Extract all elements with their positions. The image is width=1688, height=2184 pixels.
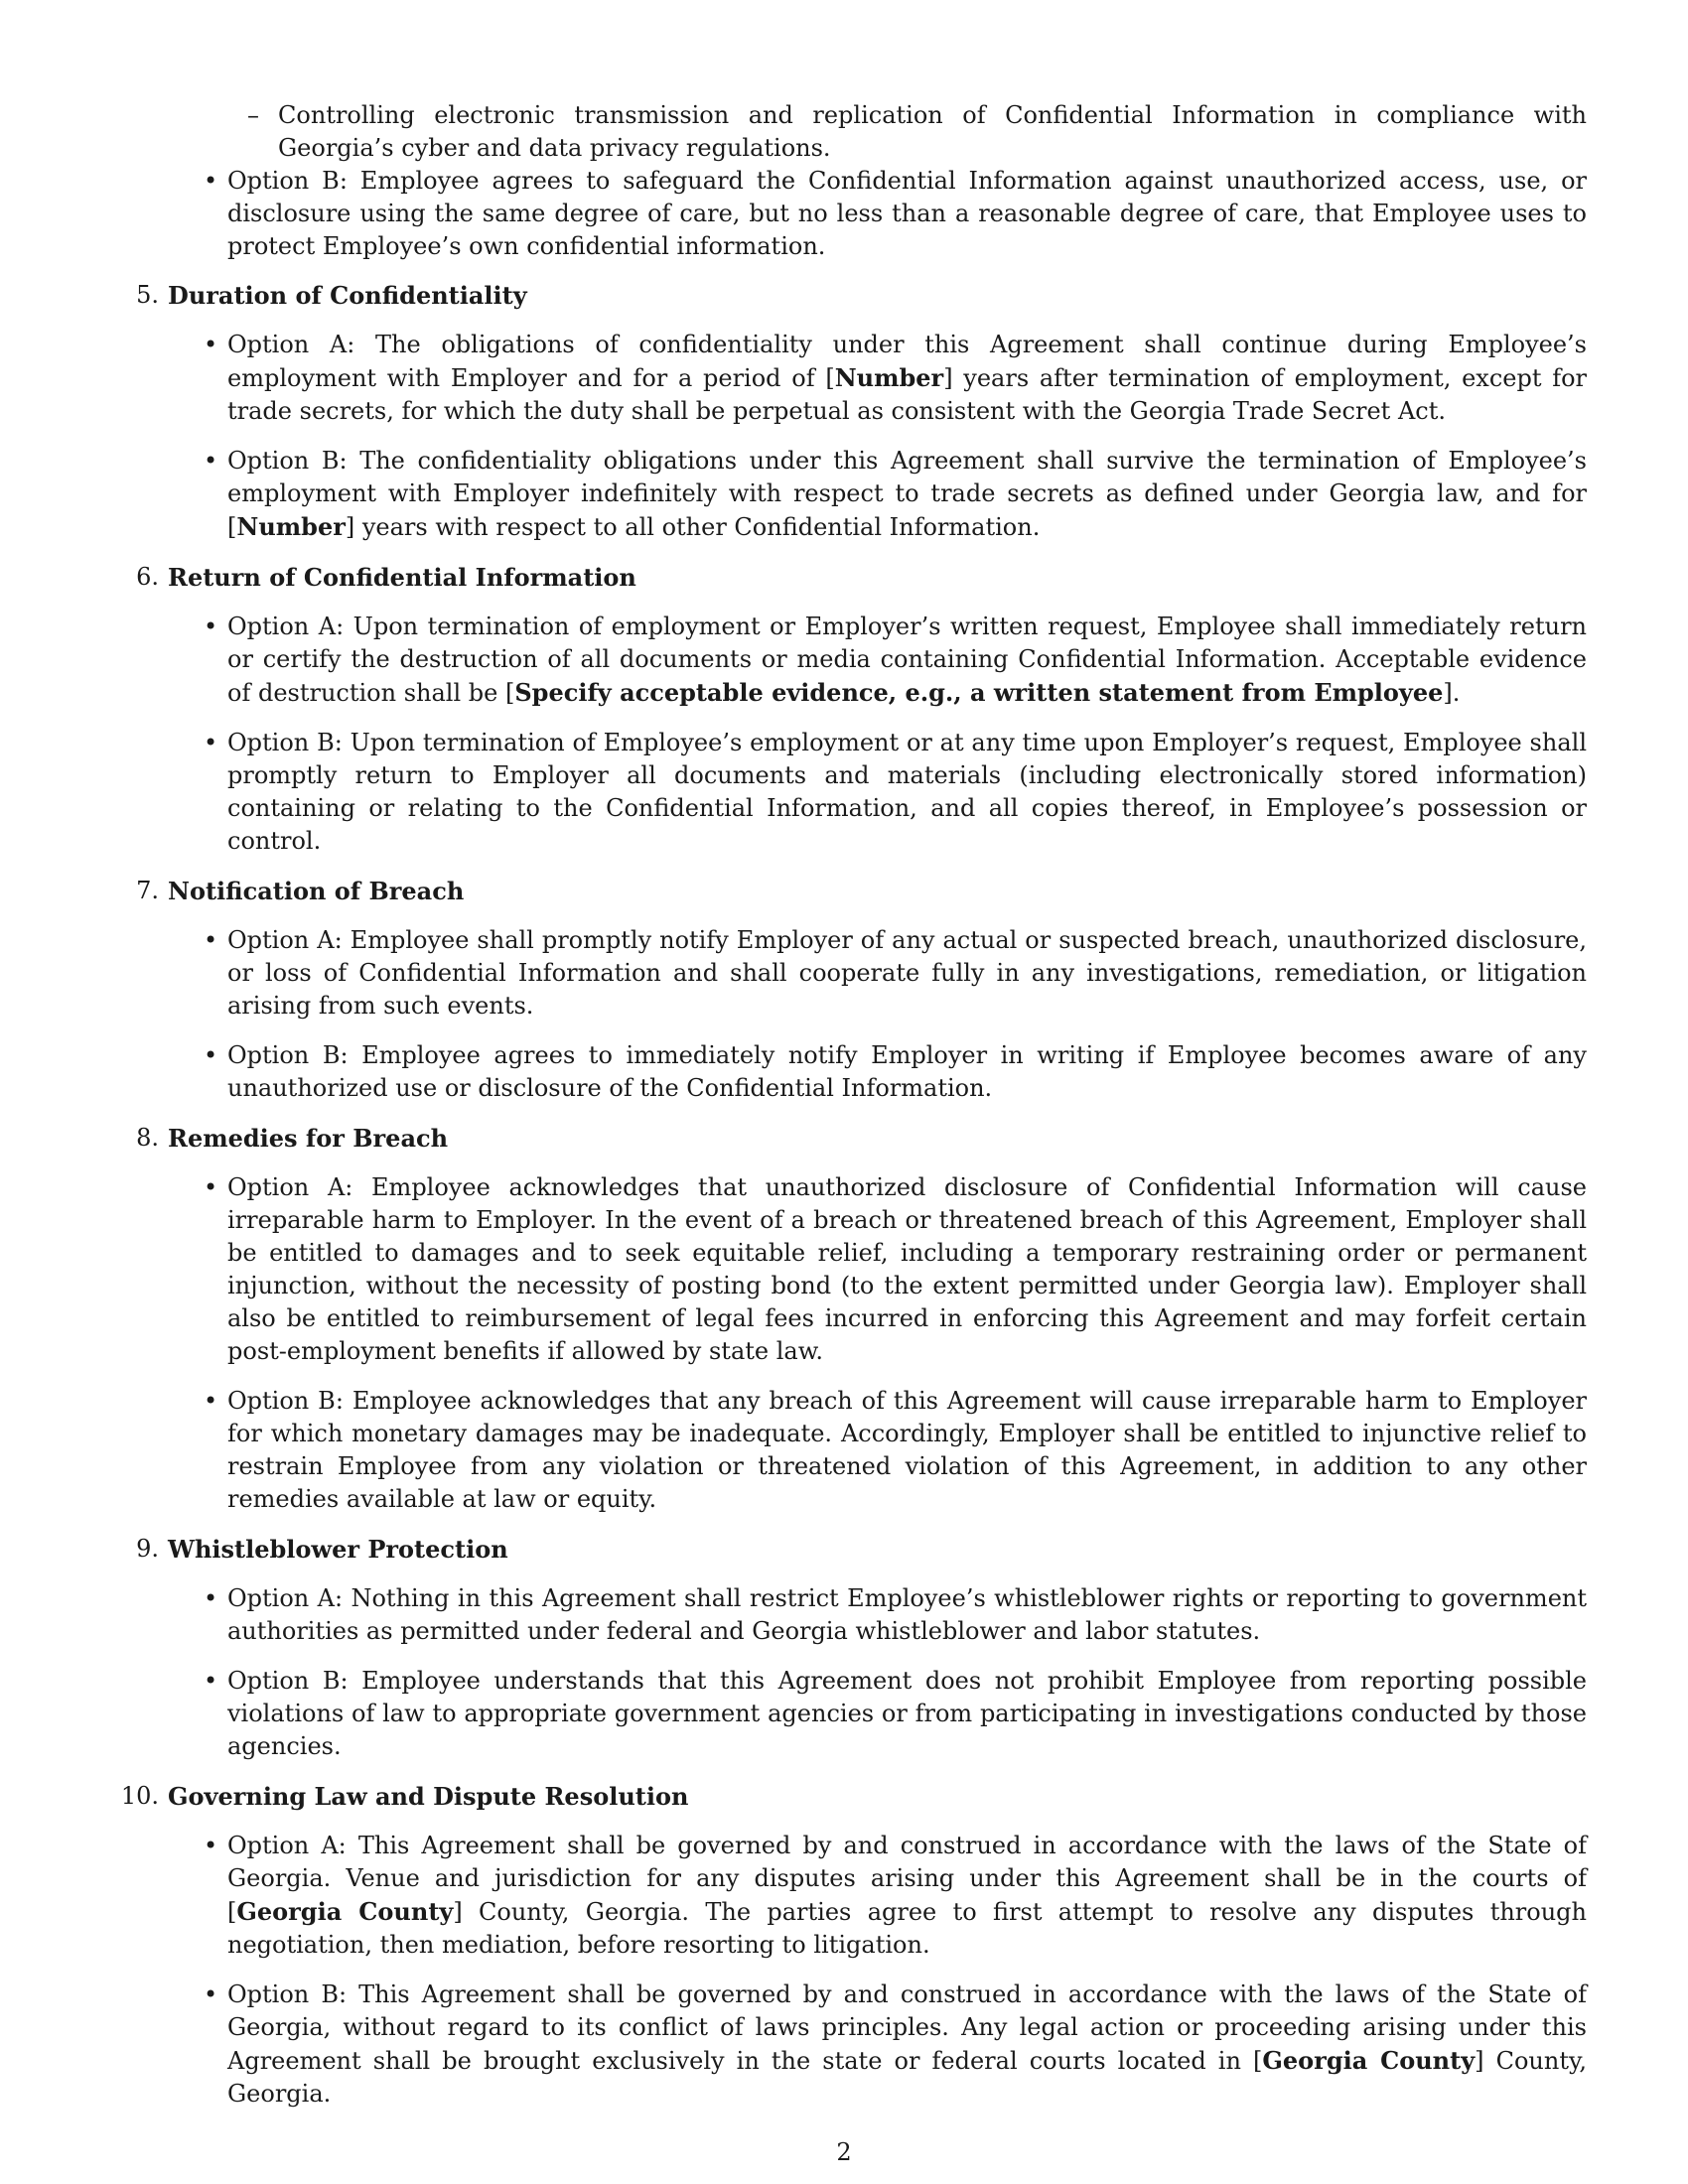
section-heading (136, 1533, 1688, 1566)
section-number: 5. (136, 281, 159, 309)
section-heading (136, 561, 1688, 594)
option-text: Option B: This Agreement shall be governed by and construed in accordance with the laws of the State of Georgia, without regard to its conflict of laws principles. Any legal action or proceeding arising under this Agreement shall be brought exclusively in the state or federal courts located in [ (227, 1980, 1587, 2075)
dash-item-text: Controlling electronic transmission and replication of Confidential Information in compliance with Georgia’s cyber and data privacy regulations. (278, 101, 1587, 162)
carryover-option-b (204, 165, 1587, 263)
section-number: 7. (136, 877, 159, 904)
option-b (204, 1665, 1587, 1763)
option-text: Option A: This Agreement shall be governed by and construed in accordance with the laws of the State of Georgia. Venue and jurisdiction for any disputes arising under this Agreement shall be in the courts of [ (227, 1832, 1587, 1926)
placeholder-text: Georgia County (236, 1897, 454, 1926)
option-text: Option B: Employee agrees to immediately notify Employer in writing if Employee becomes aware of any unauthorized use or disclosure of the Confidential Information. (227, 1041, 1587, 1102)
bullet-marker: • (204, 1387, 218, 1415)
section-7 (0, 875, 1688, 1105)
option-b (204, 445, 1587, 544)
option-b (204, 1039, 1587, 1105)
section-title: Return of Confidential Information (168, 563, 636, 592)
option-a (204, 924, 1587, 1023)
option-text: Option B: Employee agrees to safeguard the Confidential Information against unauthorized access, use, or disclosure using the same degree of care, but no less than a reasonable degree of care, that Employee uses to protect Employee’s own confidential information. (227, 167, 1587, 260)
option-text: Option B: Employee understands that this Agreement does not prohibit Employee from reporting possible violations of law to appropriate government agencies or from participating in investigations conducted by those agencies. (227, 1667, 1587, 1760)
section-number: 9. (136, 1535, 159, 1563)
option-text: ] County, Georgia. The parties agree to first attempt to resolve any disputes through negotiation, then mediation, before resorting to litigation. (227, 1898, 1587, 1959)
bullet-marker: • (204, 167, 218, 195)
section-6 (0, 561, 1688, 858)
option-text: Option B: Upon termination of Employee’s employment or at any time upon Employer’s request, Employee shall promptly return to Employer all documents and materials (including electronically stored information) containing or relating to the Confidential Information, and all copies thereof, in Employee’s possession or control. (227, 729, 1587, 855)
placeholder-text: Number (834, 363, 944, 392)
bullet-marker: • (204, 1173, 218, 1201)
option-b (204, 1385, 1587, 1516)
section-number: 6. (136, 563, 159, 591)
option-a (204, 611, 1587, 710)
bullet-marker: • (204, 729, 218, 756)
option-text: ] County, Georgia. (227, 2047, 1587, 2108)
option-b (204, 1979, 1587, 2111)
section-heading (120, 1780, 1688, 1813)
section-title: Notification of Breach (168, 877, 465, 905)
option-text: Option A: Nothing in this Agreement shall restrict Employee’s whistleblower rights or reporting to government authorities as permitted under federal and Georgia whistleblower and labor statutes. (227, 1584, 1587, 1645)
bullet-marker: • (204, 926, 218, 954)
bullet-marker: • (204, 1041, 218, 1069)
section-title: Remedies for Breach (168, 1124, 449, 1153)
placeholder-text: Georgia County (1262, 2046, 1476, 2075)
section-10 (0, 1780, 1688, 2111)
option-a (204, 1582, 1587, 1648)
section-5 (0, 279, 1688, 544)
bullet-marker: • (204, 331, 218, 358)
placeholder-text: Number (236, 512, 346, 541)
option-text: Option B: The confidentiality obligations under this Agreement shall survive the termination of Employee’s employment with Employer indefinitely with respect to trade secrets as defined under Georgia law, and for [ (227, 447, 1587, 541)
bullet-marker: • (204, 1832, 218, 1859)
section-9 (0, 1533, 1688, 1763)
option-text: ] years after termination of employment, except for trade secrets, for which the duty shall be perpetual as consistent with the Georgia Trade Secret Act. (227, 364, 1588, 425)
bullet-marker: • (204, 447, 218, 475)
section-8 (0, 1122, 1688, 1516)
option-a (204, 1171, 1587, 1368)
carryover-dash-item (247, 99, 1587, 165)
section-heading (136, 875, 1688, 907)
option-text: Option A: Employee acknowledges that unauthorized disclosure of Confidential Information will cause irreparable harm to Employer. In the event of a breach or threatened breach of this Agreement, Employer shall be entitled to damages and to seek equitable relief, including a temporary restraining order or permanent injunction, without the necessity of posting bond (to the extent permitted under Georgia law). Employer shall also be entitled to reimbursement of legal fees incurred in enforcing this Agreement and may forfeit certain post-employment benefits if allowed by state law. (227, 1173, 1587, 1365)
section-heading (136, 1122, 1688, 1155)
option-text: Option A: Employee shall promptly notify Employer of any actual or suspected breach, unauthorized disclosure, or loss of Confidential Information and shall cooperate fully in any investigations, remediation, or litigation arising from such events. (227, 926, 1587, 1020)
bullet-marker: • (204, 1980, 218, 2008)
section-title: Whistleblower Protection (168, 1535, 508, 1564)
section-number: 10. (120, 1782, 159, 1810)
dash-marker: – (247, 101, 259, 129)
page-number: 2 (836, 2138, 852, 2166)
section-number: 8. (136, 1124, 159, 1152)
option-a (204, 1830, 1587, 1962)
option-text: ] years with respect to all other Confidential Information. (345, 513, 1041, 541)
document-body (0, 99, 1688, 2127)
bullet-marker: • (204, 613, 218, 640)
option-text: Option B: Employee acknowledges that any breach of this Agreement will cause irreparable harm to Employer for which monetary damages may be inadequate. Accordingly, Employer shall be entitled to injunctive relief to restrain Employee from any violation or threatened violation of this Agreement, in addition to any other remedies available at law or equity. (227, 1387, 1587, 1513)
option-text: Option A: The obligations of confidentiality under this Agreement shall continue during Employee’s employment with Employer and for a period of [ (227, 331, 1587, 392)
option-a (204, 329, 1588, 428)
option-b (204, 727, 1587, 858)
section-title: Duration of Confidentiality (168, 281, 527, 310)
option-text: ]. (1443, 679, 1461, 707)
bullet-marker: • (204, 1667, 218, 1695)
bullet-marker: • (204, 1584, 218, 1612)
section-title: Governing Law and Dispute Resolution (168, 1782, 689, 1811)
option-text: Option A: Upon termination of employment or Employer’s written request, Employee shall immediately return or certify the destruction of all documents or media containing Confidential Information. Acceptable evidence of destruction shall be [ (227, 613, 1587, 707)
section-heading (136, 279, 1688, 312)
placeholder-text: Specify acceptable evidence, e.g., a written statement from Employee (514, 678, 1444, 707)
